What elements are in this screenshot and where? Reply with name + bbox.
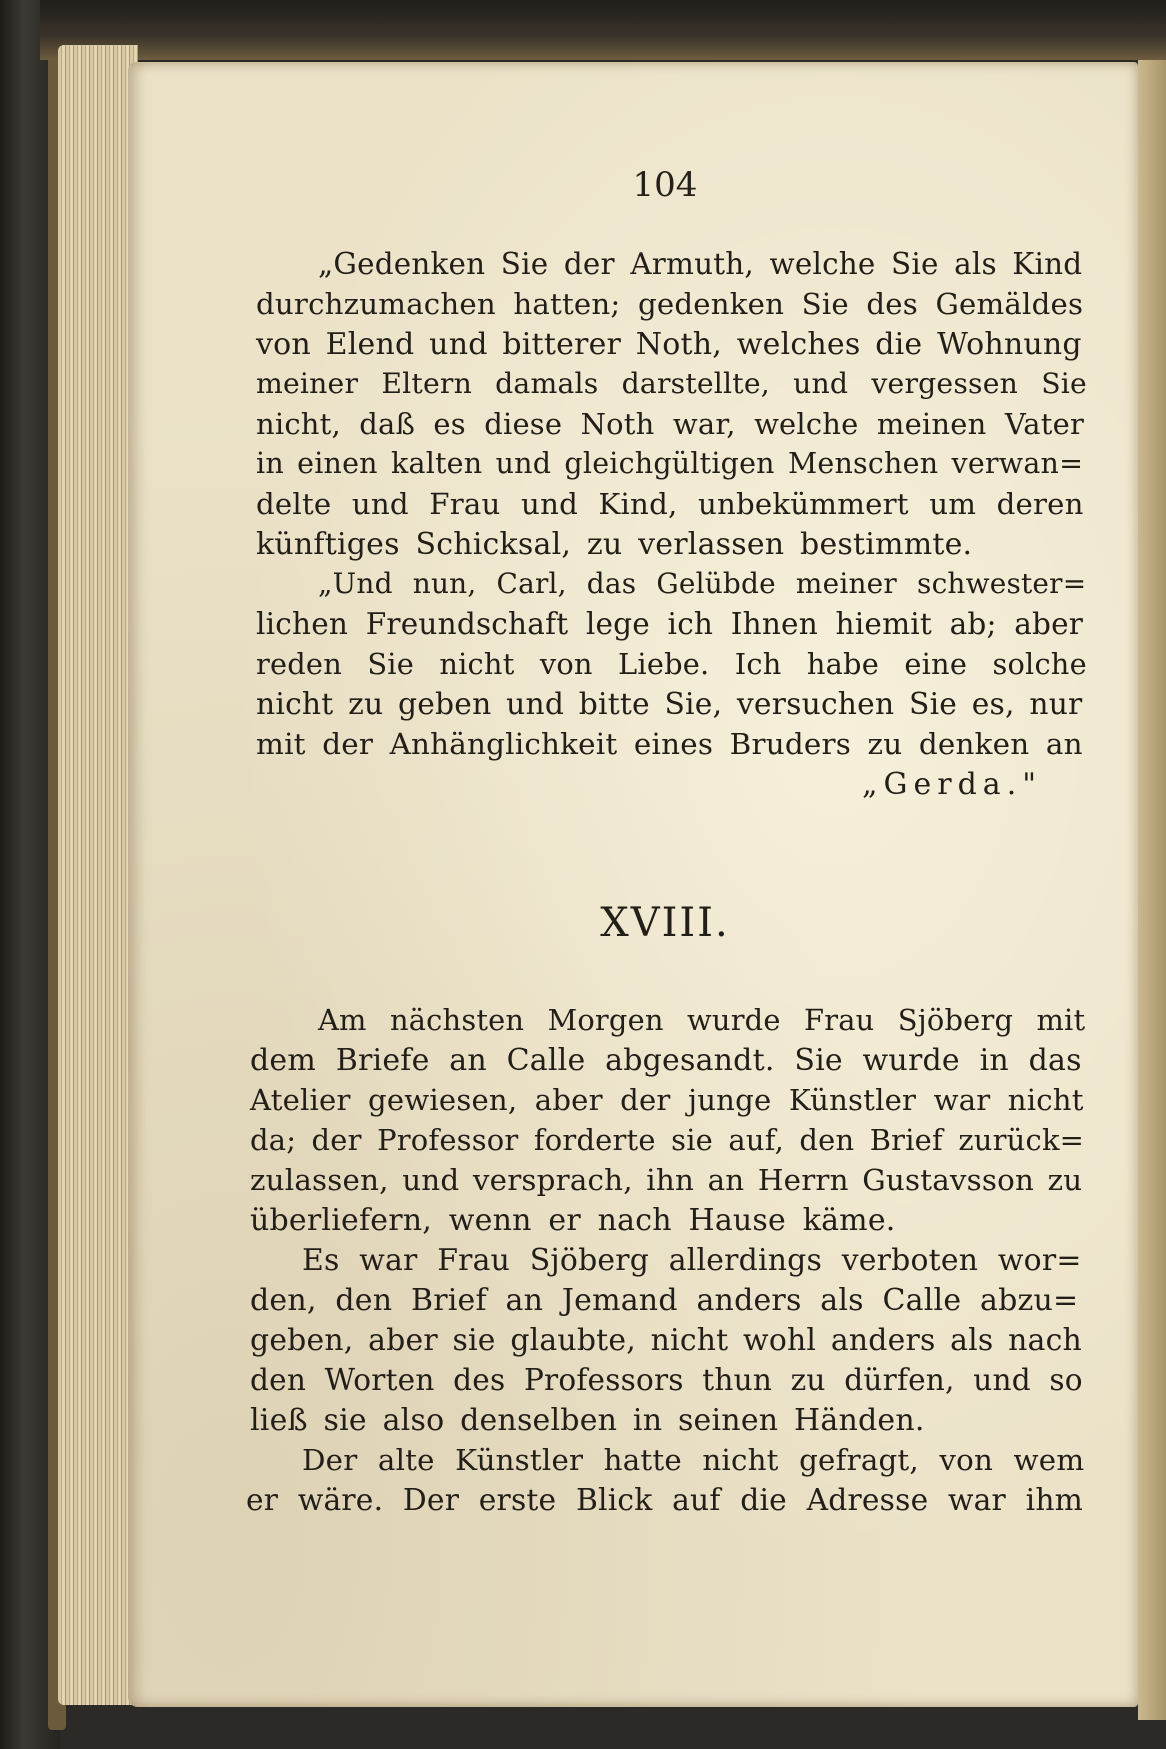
text-line: zulassen, und versprach, ihn an Herrn Gustavsson zu	[250, 1163, 1083, 1197]
text-line: in einen kalten und gleichgültigen Menschen verwan=	[256, 447, 1084, 480]
text-line: nicht zu geben und bitte Sie, versuchen Sie es, nur	[256, 687, 1083, 722]
chapter-heading: XVIII.	[600, 900, 730, 946]
text-line: „Und nun, Carl, das Gelübde meiner schwester=	[318, 567, 1087, 600]
page-number: 104	[632, 165, 698, 205]
text-line: künftiges Schicksal, zu verlassen bestimmte.	[256, 527, 973, 562]
text-line: durchzumachen hatten; gedenken Sie des Gemäldes	[256, 287, 1084, 321]
text-line: ließ sie also denselben in seinen Händen.	[250, 1403, 925, 1438]
text-line: da; der Professor forderte sie auf, den Brief zurück=	[250, 1123, 1085, 1157]
text-line: Der alte Künstler hatte nicht gefragt, von wem	[302, 1443, 1085, 1477]
text-line: Atelier gewiesen, aber der junge Künstler war nicht	[250, 1083, 1084, 1117]
letter-signature: „Gerda."	[862, 767, 1043, 802]
text-line: er wäre. Der erste Blick auf die Adresse war ihm	[246, 1483, 1084, 1518]
facing-page-edge	[1138, 60, 1166, 1720]
text-line: von Elend und bitterer Noth, welches die Wohnung	[256, 327, 1082, 362]
text-line: reden Sie nicht von Liebe. Ich habe eine solche	[256, 647, 1087, 681]
text-line: delte und Frau und Kind, unbekümmert um deren	[256, 487, 1084, 521]
text-line: geben, aber sie glaubte, nicht wohl anders als nach	[250, 1323, 1082, 1358]
text-line: den Worten des Professors thun zu dürfen, und so	[250, 1363, 1083, 1397]
text-line: nicht, daß es diese Noth war, welche meinen Vater	[256, 407, 1085, 441]
book-top-edge	[40, 0, 1166, 60]
text-line: „Gedenken Sie der Armuth, welche Sie als Kind	[318, 247, 1083, 281]
text-line: lichen Freundschaft lege ich Ihnen hiemit ab; aber	[256, 607, 1084, 641]
text-line: dem Briefe an Calle abgesandt. Sie wurde in das	[250, 1043, 1082, 1078]
text-line: meiner Eltern damals darstellte, und vergessen Sie	[256, 367, 1087, 400]
text-line: mit der Anhänglichkeit eines Bruders zu denken an	[256, 727, 1083, 761]
text-line: Am nächsten Morgen wurde Frau Sjöberg mit	[318, 1003, 1086, 1037]
text-line: überliefern, wenn er nach Hause käme.	[250, 1203, 896, 1238]
text-line: den, den Brief an Jemand anders als Calle abzu=	[250, 1283, 1079, 1318]
text-line: Es war Frau Sjöberg allerdings verboten wor=	[302, 1243, 1082, 1278]
page-stack-edge	[58, 45, 138, 1705]
